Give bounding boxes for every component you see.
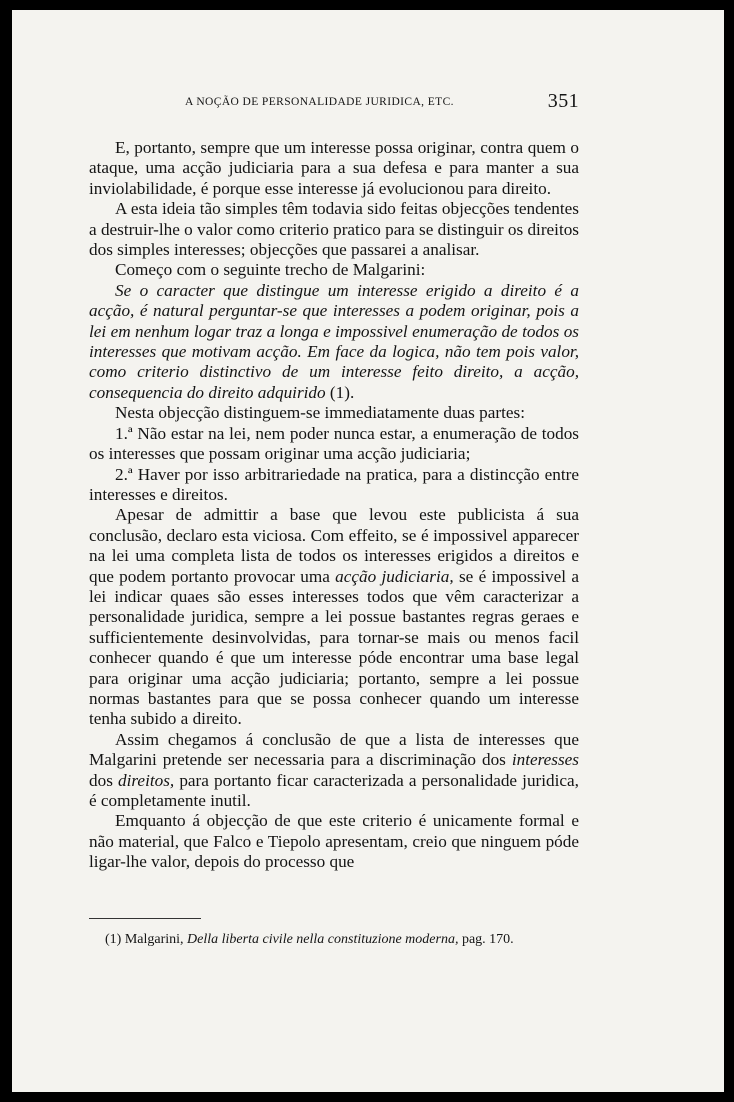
footnote-author: Malgarini, (124, 932, 184, 947)
text-run: dos (89, 770, 119, 790)
emphasis: acção judiciaria, (335, 566, 454, 586)
text-run: se é impossivel a lei indicar quaes são esses interesses todos que vêm caracterizar a personalidade juridica, sempre a lei possue bastantes regras geraes e sufficientemente desinvolvidas, para tornar-se mais ou menos facil conhecer quando é que um interesse póde encontrar uma base legal para originar uma acção judiciaria; portanto, sempre a lei possue normas bastantes para que se possa conhecer quando um interesse tenha subido a direito. (89, 566, 579, 729)
page-header (89, 90, 579, 116)
text-run: Assim chegamos á conclusão de que a lista de interesses que Malgarini pretende ser necessaria para a discriminação dos (89, 729, 579, 770)
footnote-title: Della liberta civile nella constituzione moderna, (187, 932, 459, 947)
footnote-line (89, 931, 579, 949)
list-item: 1.ª Não estar na lei, nem poder nunca estar, a enumeração de todos os interesses que possam originar uma acção judiciaria; (89, 423, 579, 464)
footnote-reference: (1). (325, 382, 355, 402)
paragraph: Nesta objecção distinguem-se immediatamente duas partes: (115, 403, 525, 423)
footnote (89, 918, 579, 949)
body-text (89, 138, 579, 873)
block-quote (89, 281, 579, 403)
page-content (89, 90, 579, 947)
emphasis: direitos, (118, 770, 175, 790)
text-run: Apesar de admittir a base que levou este publicista á sua conclusão, declaro esta viciosa. Com effeito, se é impossivel apparecer na lei uma completa lista de todos os interesses erigidos a direitos e que podem portanto provocar uma (89, 505, 579, 586)
paragraph: E, portanto, sempre que um interesse possa originar, contra quem o ataque, uma acção judiciaria para a sua defesa e para manter a sua inviolabilidade, é porque esse interesse já evolucionou para direito. (89, 138, 579, 198)
paragraph (89, 505, 579, 729)
paragraph: Emquanto á objecção de que este criterio é unicamente formal e não material, que Falco e Tiepolo apresentam, creio que ninguem póde ligar-lhe valor, depois do processo que (89, 811, 579, 872)
emphasis: interesses (511, 750, 579, 770)
footnote-page: pag. 170. (461, 932, 514, 947)
running-title: A NOÇÃO DE PERSONALIDADE JURIDICA, ETC. (185, 96, 454, 108)
footnote-marker: (1) (105, 932, 122, 947)
paragraph (89, 730, 579, 812)
footnote-rule (89, 918, 201, 919)
quote-text: Se o caracter que distingue um interesse erigido a direito é a acção, é natural perguntar-se que interesses a podem originar, pois a lei em nenhum logar traz a longa e impossivel enumeração de todos os interesses que motivam acção. Em face da logica, não tem pois valor, como criterio distinctivo de um interesse feito direito, a acção, consequencia do direito adquirido (89, 280, 579, 402)
paragraph: A esta ideia tão simples têm todavia sido feitas objecções tendentes a destruir-lhe o valor como criterio pratico para se distinguir os direitos dos simples interesses; objecções que passarei a analisar. (89, 199, 579, 260)
page-number: 351 (547, 90, 579, 112)
text-run: para portanto ficar caracterizada a personalidade juridica, é completamente inutil. (89, 770, 579, 810)
paragraph: Começo com o seguinte trecho de Malgarini: (115, 260, 426, 280)
book-page (12, 10, 724, 1092)
list-item: 2.ª Haver por isso arbitrariedade na pratica, para a distincção entre interesses e direitos. (89, 464, 579, 504)
